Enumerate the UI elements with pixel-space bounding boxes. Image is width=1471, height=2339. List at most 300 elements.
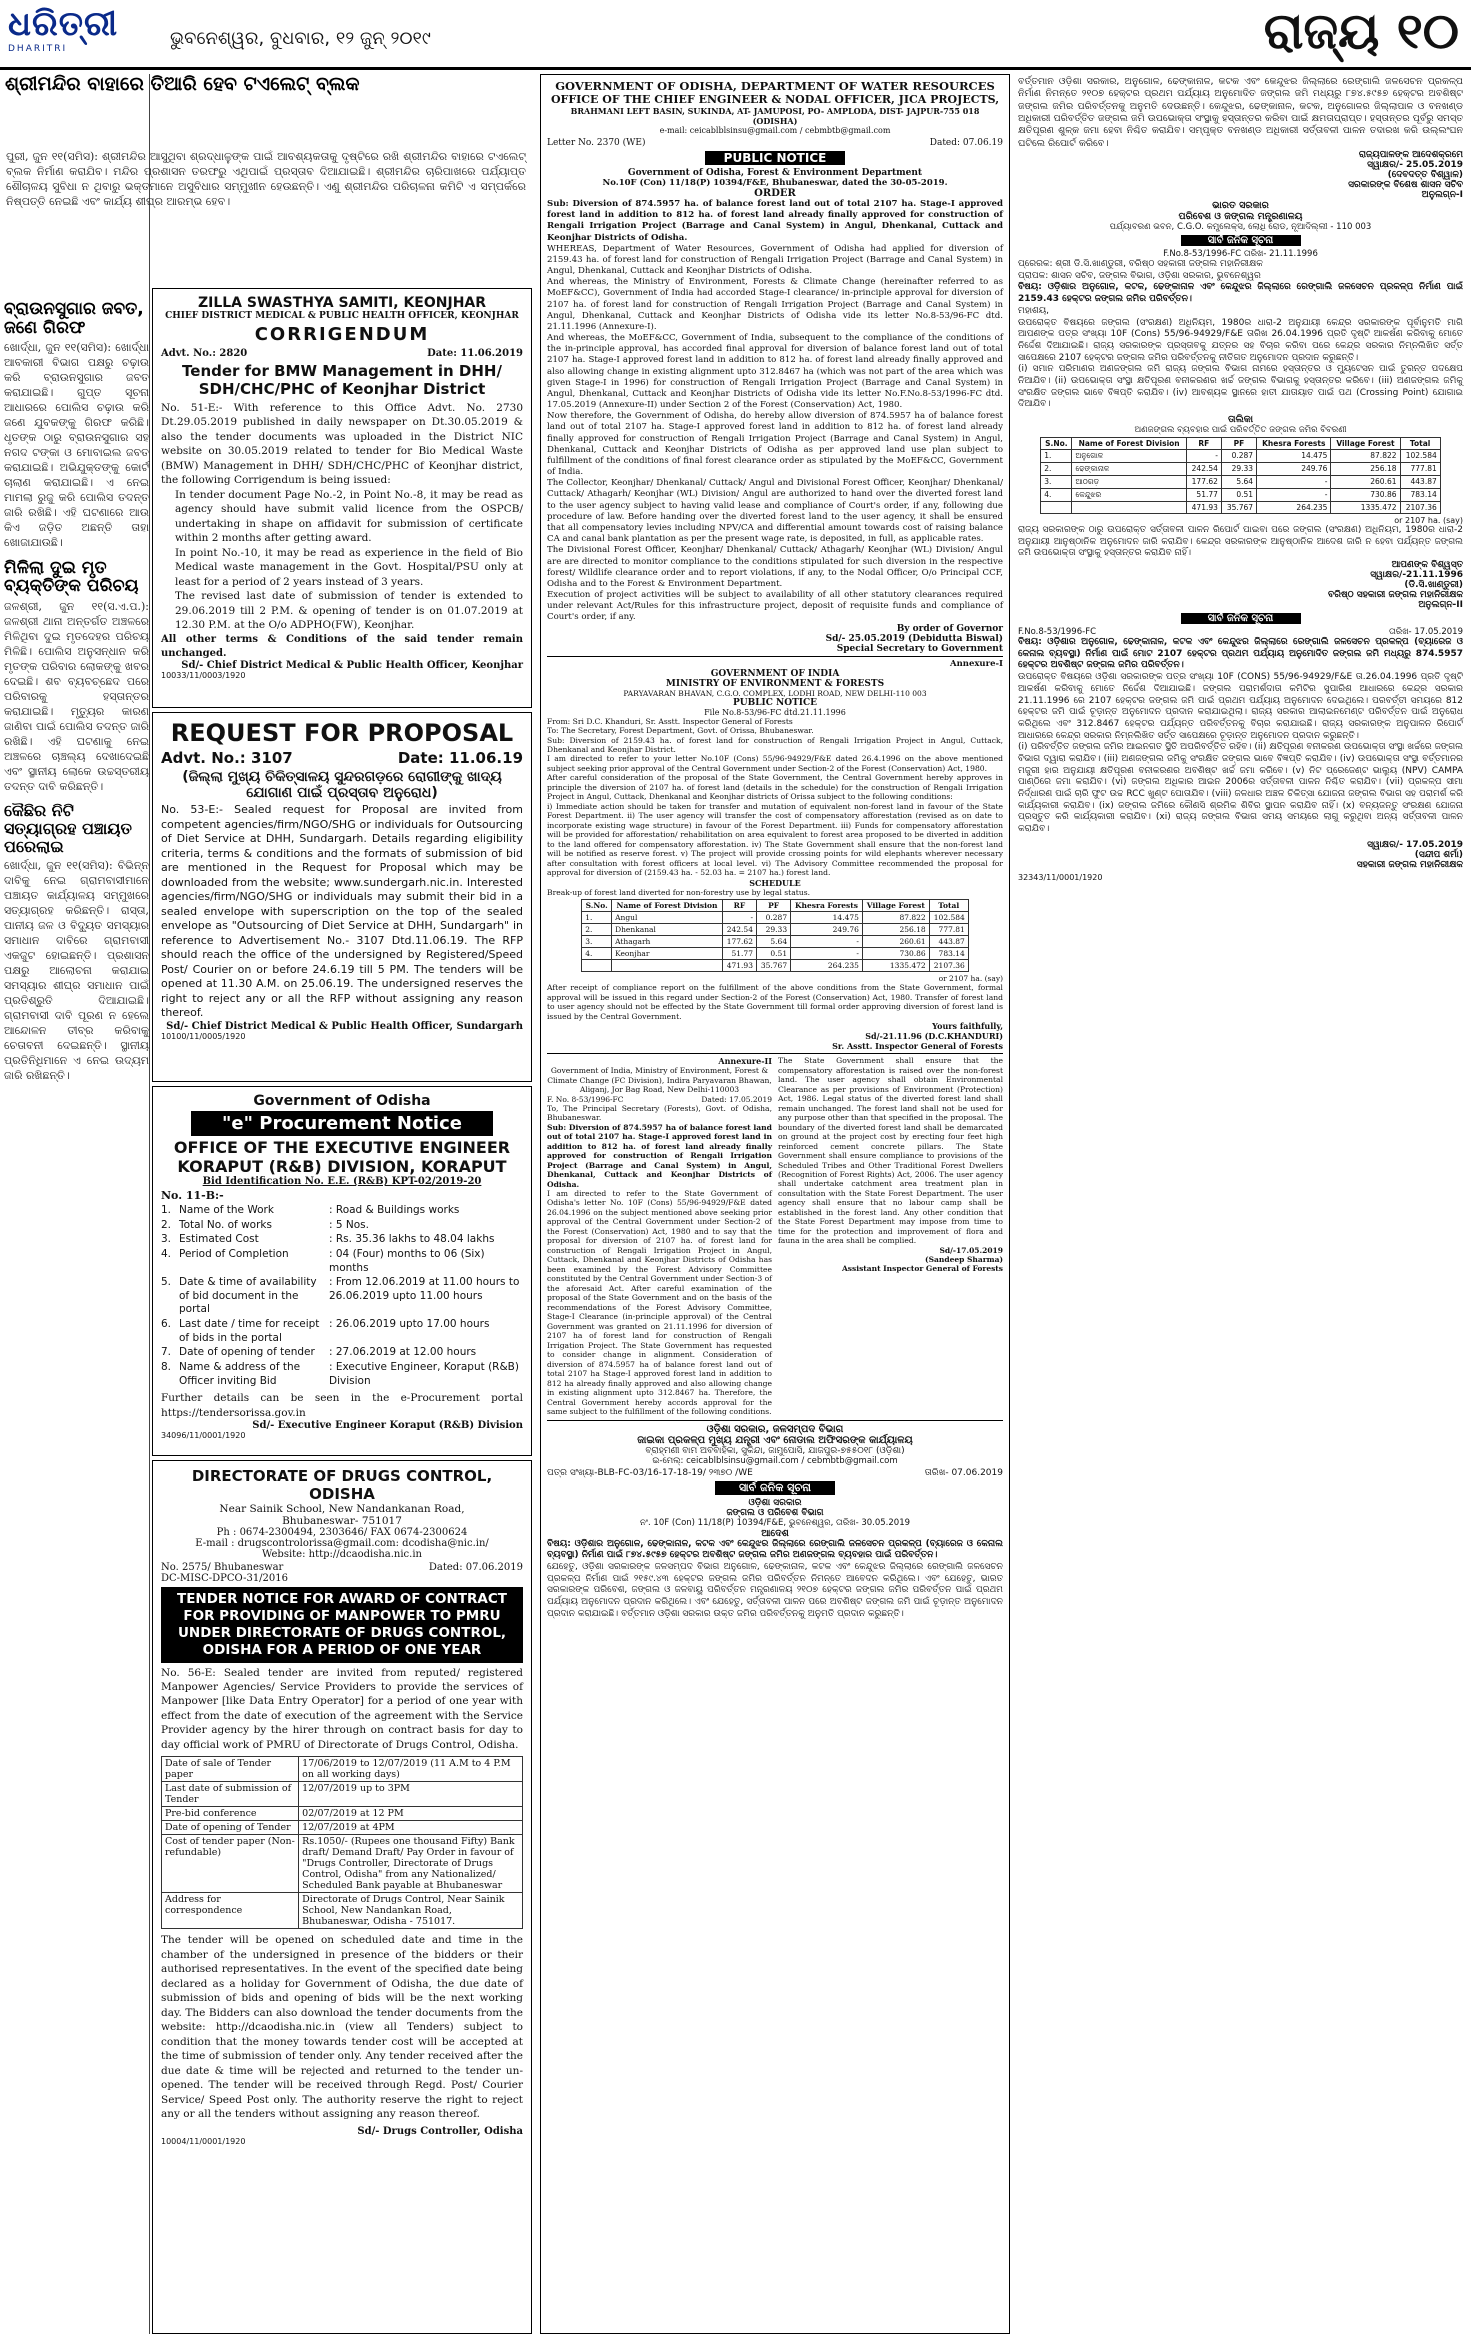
table-row	[162, 1807, 523, 1821]
table-row	[582, 936, 969, 948]
table-row	[162, 1821, 523, 1835]
letter-to: To, The Principal Secretary (Forests), Govt. of Odisha, Bhubaneswar.	[547, 1103, 772, 1123]
schedule-table	[1040, 437, 1441, 514]
rfp-notice	[152, 712, 532, 1082]
table-cell: କେନ୍ଦୁଝର	[1072, 489, 1186, 502]
table-row	[582, 912, 969, 924]
bid-identification: Bid Identification No. E.E. (R&B) KPT-02/2019-20	[202, 1176, 482, 1187]
ministry-heading: ପରିବେଶ ଓ ଜଙ୍ଗଲ ମନ୍ତ୍ରଣାଳୟ	[1178, 211, 1303, 223]
news-column-lower	[4, 300, 149, 2330]
annexure-label: Annexure-II	[718, 1056, 772, 1067]
row-number: 4.	[161, 1247, 172, 1260]
tender-detail-row	[161, 1248, 523, 1275]
table-cell: 0.287	[1221, 450, 1256, 463]
row-number: 2.	[161, 1218, 172, 1231]
office-name: CHIEF DISTRICT MEDICAL & PUBLIC HEALTH OFFICER, KEONJHAR	[165, 311, 519, 321]
tender-detail-row	[161, 1233, 523, 1247]
table-cell: 264.235	[1257, 502, 1331, 514]
signatory-name: (ଡି.ସି.ଖାଣ୍ଡୁରୀ)	[1404, 580, 1463, 591]
table-cell: 2.	[582, 924, 612, 936]
table-row	[582, 948, 969, 960]
water-resources-notice	[540, 74, 1010, 2334]
table-cell: ଆଠଗଡ଼	[1072, 476, 1186, 489]
table-cell: 102.584	[929, 912, 968, 924]
table-cell: 783.14	[929, 948, 968, 960]
row-label: Total No. of works	[179, 1218, 272, 1231]
advt-date: Date: 11.06.2019	[427, 348, 523, 359]
table-cell: 2107.36	[1400, 502, 1440, 514]
story-body: ଜଳଶ୍ରୀ, ଜୁନ ୧୧(ସ.ଏ.ପ.): ଜଳଶ୍ରୀ ଥାନା ଅନ୍ତର୍ଗତ ଅଞ୍ଚଳରେ ମିଳିଥିବା ଦୁଇ ମୃତଦେହର ପରିଚୟ ମିଳିଛି। ପୋଲିସ ଅନୁସନ୍ଧାନ କରି ମୃତଙ୍କ ପରିବାର ଲୋକଙ୍କୁ ଖବର ଦେଇଛି। ଶବ ବ୍ୟବଚ୍ଛେଦ ପରେ ପରିବାରକୁ ହସ୍ତାନ୍ତର କରାଯାଇଛି। ମୃତ୍ୟୁର କାରଣ ଜାଣିବା ପାଇଁ ପୋଲିସ ତଦନ୍ତ ଜାରି ରଖିଛି। ଏହି ଘଟଣାକୁ ନେଇ ଅଞ୍ଚଳରେ ଚାଞ୍ଚଲ୍ୟ ଦେଖାଦେଇଛି ଏବଂ ସ୍ଥାନୀୟ ଲୋକେ ଉଚ୍ଚସ୍ତରୀୟ ତଦନ୍ତ ଦାବି କରିଛନ୍ତି।	[4, 600, 149, 793]
notice-point: The revised last date of submission of tender is extended to 29.06.2019 till 2 P.M. & opening of tender is on 01.07.2019 at 12.30 P.M. at the O/o ADPHO(FW), Keonjhar.	[175, 590, 523, 632]
order-para: The Divisional Forest Officer, Keonjhar/ Dhenkanal/ Cuttack/ Athagarh/ Keonjhar (WL) Division/ Angul are are directed to monitor compliance to the conditions stipulated for such diversion in the respective forest/ Wildlife clearance order and to report violations, if any, to the Nodal Officer, O/o Principal CCF, Odisha and to the Forest & Environment Department.	[547, 545, 1003, 589]
signatory-title: Special Secretary to Government	[836, 643, 1003, 654]
table-cell: 260.61	[1331, 476, 1400, 489]
table-cell: 35.767	[756, 960, 790, 972]
table-cell: 260.61	[862, 936, 929, 948]
table-cell: 443.87	[929, 936, 968, 948]
row-number: 1.	[161, 1204, 172, 1216]
table-cell: 242.54	[1186, 463, 1221, 476]
letter-para: After careful consideration of the proposal of the State Government, the Central Government hereby approves in principle the diversion of 2107 ha. of forest land (details in the schedule) for the construction of Rengali Irrigation Project in Angul, Cuttack, Dhenkanal and Keonjhar districts of Orissa subject to the following conditions:	[547, 773, 1003, 802]
notice-footer: The tender will be opened on scheduled date and time in the chamber of the undersigned in presence of the bidders or their authorised representatives. In the event of the specified date being declared as a holiday for Government of Odisha, the due date of submission of bids and opening of bids will be the next working day. The Bidders can also download the tender documents from the website: http://dcaodisha.nic.in (view all Tenders) subject to condition that the money towards tender cost will be accepted at the time of submission of tender only. Any tender received after the due date & time will be rejected and returned to the tender un-opened. The tender will be received through Regd. Post/ Courier Service/ Speed Post only. The authority reserve the right to reject any or all the tenders without assigning any reason thereof.	[161, 1934, 523, 2121]
table-cell: 249.76	[791, 924, 863, 936]
file-number: F.No.8-53/1996-FC ତାରିଖ- 21.11.1996	[1163, 249, 1318, 260]
odia-notice-title: ସାର୍ବ ଜନିକ ସୂଚନା	[1181, 613, 1301, 624]
odia-office-heading: ଜାଇକା ପ୍ରକଳ୍ପ ମୁଖ୍ୟ ଯନ୍ତ୍ରୀ ଏବଂ ନୋଡାଲ ଅଫିସରଙ୍କ କାର୍ଯ୍ୟାଳୟ	[637, 1434, 913, 1446]
row-value: : Rs. 35.36 lakhs to 48.04 lakhs	[329, 1233, 495, 1246]
table-cell: 1.	[1041, 450, 1072, 463]
row-number: 7.	[161, 1346, 172, 1359]
notice-title: CORRIGENDUM	[254, 324, 430, 345]
phone-line: Ph : 0674-2300494, 2303646/ FAX 0674-2300624	[216, 1527, 468, 1538]
table-cell: 5.64	[1221, 476, 1256, 489]
order-para: And whereas, the Ministry of Environment, Forests & Climate Change (hereinafter referred to as MoEF&CC), Government of India had accorded Stage-I clearance/ in-principle approval for diversion of 2107 ha. of forest land for construction of Rengali Irrigation Project (Barrage and Canal System) in Angul, Dhenkanal, Cuttack and Keonjhar Districts of Odisha vide its letter No.8-53/96-FC dtd. 21.11.1996 (Annexure-I).	[547, 277, 1003, 332]
schedule-caption: ଅଣଜଙ୍ଗଲ ବ୍ୟବହାର ପାଇଁ ପରିବର୍ତ୍ତିତ ଜଙ୍ଗଲ ଜମିର ବିବରଣୀ	[1134, 425, 1347, 435]
table-cell	[612, 960, 723, 972]
release-code: 10100/11/0005/1920	[161, 1031, 246, 1041]
table-cell-value: 17/06/2019 to 12/07/2019 (11 A.M to 4 P.M on all working days)	[299, 1757, 523, 1782]
table-cell: -	[1257, 489, 1331, 502]
table-cell: 35.767	[1221, 502, 1256, 514]
release-code: 10004/11/0001/1920	[161, 2136, 246, 2146]
order-para: Now therefore, the Government of Odisha, do hereby allow diversion of 874.5957 ha of balance forest land out of total 2107 ha. Stage-I approved forest land in addition to 812 ha. of forest land already finally approved for construction of Rengali Irrigation Project (Barrage and Canal System) in Angul, Dhenkanal, Cuttack and Keonjhar Districts of Odisha as per approved land use plan subject to fulfillment of the conditions of final forest clearance order as stipulated by the MoEF&CC, Government of India.	[547, 411, 1003, 478]
letter-para: I am directed to refer to the State Government of Odisha's letter No. 10F (Cons) 55/96-94929/F&E dated 26.04.1996 on the subject mentioned above seeking prior approval of the Central Government under Section-2 of the Forest (Conservation) Act, 1980 and to say that the proposal for diversion of 2107 ha. of forest land for construction of Rengali Irrigation Project in Angul, Cuttack, Dhenkanal and Keonjhar Districts of Odisha has been examined by the Forest Advisory Committee constituted by the Central Government under Section-3 of the aforesaid Act. After careful examination of the proposal of the State Government and on the basis of the recommendations of the Forest Advisory Committee, Stage-I Clearance (in-principle approval) of the Central Government was granted on 21.11.1996 for diversion of 2107 ha of forest land for construction of Rengali Irrigation Project. The State Government has requested to consider change in alignment. Consideration of diversion of 874.5957 ha of balance forest land out of total 2107 ha Stage-I approved forest land in addition to 812 ha already finally approved and also allowing change in existing alignment upto 312.8467 ha. Therefore, the Central Government hereby accords approval for the same subject to the fulfillment of the following conditions.	[547, 1189, 772, 1417]
table-row	[162, 1757, 523, 1782]
table-cell-label: Cost of tender paper (Non-refundable)	[162, 1835, 299, 1893]
org-name: ZILLA SWASTHYA SAMITI, KEONJHAR	[197, 295, 487, 311]
schedule-note: or 2107 ha. (say)	[938, 974, 1003, 984]
table-cell: 3.	[1041, 476, 1072, 489]
table-cell: 14.475	[791, 912, 863, 924]
notice-title: REQUEST FOR PROPOSAL	[170, 719, 514, 747]
tender-subject: Tender for BMW Management in DHH/ SDH/CHC/PHC of Keonjhar District	[182, 362, 502, 398]
table-cell: 0.51	[1221, 489, 1256, 502]
release-code: 34096/11/0001/1920	[161, 1431, 246, 1441]
table-header-cell: Total	[929, 900, 968, 912]
table-row	[582, 924, 969, 936]
row-value: : Road & Buildings works	[329, 1204, 460, 1216]
office-heading: OFFICE OF THE CHIEF ENGINEER & NODAL OFFICER, JICA PROJECTS,	[550, 93, 1000, 106]
story-body: ଖୋର୍ଦ୍ଧା, ଜୁନ ୧୧(ସମିସ): ବିଭିନ୍ନ ଦାବିକୁ ନେଇ ଗ୍ରାମବାସୀମାନେ ପଞ୍ଚାୟତ କାର୍ଯ୍ୟାଳୟ ସମ୍ମୁଖରେ ସତ୍ୟାଗ୍ରହ କରିଛନ୍ତି। ରାସ୍ତା, ପାନୀୟ ଜଳ ଓ ବିଦ୍ୟୁତ ସମସ୍ୟାର ସମାଧାନ ଦାବିରେ ଗ୍ରାମବାସୀ ଏକଜୁଟ ହୋଇଛନ୍ତି। ପ୍ରଶାସନ ପକ୍ଷରୁ ଆଲୋଚନା କରାଯାଇ ସମସ୍ୟାର ଶୀଘ୍ର ସମାଧାନ ପାଇଁ ପ୍ରତିଶ୍ରୁତି ଦିଆଯାଇଛି। ଗ୍ରାମବାସୀ ଦାବି ପୂରଣ ନ ହେଲେ ଆନ୍ଦୋଳନ ତୀବ୍ର କରିବାକୁ ଚେତାବନୀ ଦେଇଛନ୍ତି। ସ୍ଥାନୀୟ ପ୍ରତିନିଧିମାନେ ଏ ନେଇ ଉଦ୍ୟମ ଜାରି ରଖିଛନ୍ତି।	[4, 859, 149, 1082]
tender-detail-row	[161, 1318, 523, 1345]
advt-number: Advt. No.: 3107	[161, 749, 293, 767]
letter-conditions: (i) ସମାନ ପରିମାଣର ଅଣଜଙ୍ଗଲ ଜମି ରାଜ୍ୟ ଜଙ୍ଗଲ ବିଭାଗ ନାମରେ ହସ୍ତାନ୍ତର ଓ ମ୍ୟୁଟେସନ ପାଇଁ ତୁରନ୍ତ ପଦକ୍ଷେପ ନିଆଯିବ। (ii) ଉପଭୋକ୍ତା ସଂସ୍ଥା କ୍ଷତିପୂରଣ ବନୀକରଣର ଖର୍ଚ୍ଚ ଜଙ୍ଗଲ ବିଭାଗକୁ ହସ୍ତାନ୍ତର କରିବେ। (iii) ଅଣଜଙ୍ଗଲ ଜମିକୁ ସଂରକ୍ଷିତ ଜଙ୍ଗଲ ଭାବେ ବିଜ୍ଞପ୍ତି କରାଯିବ। (iv) ଆବଶ୍ୟକ ସ୍ଥାନରେ ହାତୀ ଯାତାୟାତ ପାଇଁ ପଥ (Crossing Point) ଯୋଗାଇ ଦିଆଯିବ।	[1018, 364, 1463, 410]
table-cell: 471.93	[1186, 502, 1221, 514]
dept-heading: GOVERNMENT OF ODISHA, DEPARTMENT OF WATER RESOURCES	[555, 79, 995, 93]
email-line: E-mail : drugscontrolorissa@gmail.com: dcodisha@nic.in/	[195, 1538, 489, 1549]
table-cell: 5.64	[756, 936, 790, 948]
table-row	[162, 1782, 523, 1807]
table-cell: ଢେଙ୍କାନାଳ	[1072, 463, 1186, 476]
dept-line: Government of Odisha, Forest & Environment Department	[627, 168, 923, 178]
salutation: ମହାଶୟ,	[1018, 305, 1050, 316]
letter-conditions: i) Immediate action should be taken for transfer and mutation of equivalent non-forest land in favour of the State Forest Department. ii) The user agency will transfer the cost of compensatory afforestation (revised as on date to incorporate existing wage structure) in favour of the Forest Department. iii) Funds for compensatory afforestation will be provided for afforestation/ rehabilitation on area equivalent to forest area proposed to be diverted in addition to the land offered for compensatory afforestation. iv) The State Government shall ensure that the non-forest land will be notified as reserve forest. v) The project will provide crossing points for wild elephants wherever necessary after consultation with forest officers at local level. vi) The Advisory Committee recommended the proposal for approval for diversion of (2159.43 ha. - 52.03 ha. = 2107 ha.) forest land.	[547, 801, 1003, 878]
table-cell: 51.77	[722, 948, 756, 960]
letter-conditions: (i) ପରିବର୍ତ୍ତିତ ଜଙ୍ଗଲ ଜମିର ଆଇନଗତ ସ୍ଥିତି ଅପରିବର୍ତ୍ତିତ ରହିବ। (ii) କ୍ଷତିପୂରଣ ବନୀକରଣ ଉପଭୋକ୍ତା ସଂସ୍ଥା ଖର୍ଚ୍ଚରେ ଜଙ୍ଗଲ ବିଭାଗ ଦ୍ୱାରା କରାଯିବ। (iii) ଅଣଜଙ୍ଗଲ ଜମିକୁ ସଂରକ୍ଷିତ ଜଙ୍ଗଲ ଭାବେ ବିଜ୍ଞପ୍ତି କରାଯିବ। (iv) ଉପଭୋକ୍ତା ସଂସ୍ଥା ବର୍ତ୍ତମାନର ମଜୁରୀ ହାର ଅନୁଯାୟୀ କ୍ଷତିପୂରଣ ବନୀକରଣର ଅବଶିଷ୍ଟ ଖର୍ଚ୍ଚ ଜମା କରିବେ। (v) ନିଟ ପ୍ରେଜେଣ୍ଟ ଭାଲ୍ୟୁ (NPV) CAMPA ପାଣ୍ଠିରେ ଜମା କରାଯିବ। (vi) ଜଙ୍ଗଲ ଅଧିକାର ଆଇନ 2006ର ସର୍ତ୍ତାବଳୀ ପାଳନ ନିଶ୍ଚିତ କରାଯିବ। (vii) ପ୍ରକଳ୍ପ ସୀମା ନିର୍ଦ୍ଧାରଣ ପାଇଁ ଚାରି ଫୁଟ ଉଚ୍ଚ RCC ଖୁଣ୍ଟ ପୋତାଯିବ। (viii) ଜଳଧାର ଅଞ୍ଚଳ ଚିକିତ୍ସା ଯୋଜନା ଜଙ୍ଗଲ ବିଭାଗ ସହ ପରାମର୍ଶ କରି କାର୍ଯ୍ୟକାରୀ କରାଯିବ। (ix) ଜଙ୍ଗଲ ଜମିରେ କୌଣସି ଶ୍ରମିକ ଶିବିର ସ୍ଥାପନ କରାଯିବ ନାହିଁ। (x) ବନ୍ୟଜନ୍ତୁ ସଂରକ୍ଷଣ ଯୋଜନା ପ୍ରସ୍ତୁତ କରି କାର୍ଯ୍ୟକାରୀ କରାଯିବ। (xi) ରାଜ୍ୟ ଜଙ୍ଗଲ ବିଭାଗ ସମୟ ସମୟରେ ଲାଗୁ କରୁଥିବା ଅନ୍ୟ ସର୍ତ୍ତାବଳୀ ପାଳନ କରାଯିବ।	[1018, 742, 1463, 835]
table-cell: 177.62	[722, 936, 756, 948]
table-cell: 102.584	[1400, 450, 1440, 463]
odia-office-address: ବ୍ରାହ୍ମଣୀ ବାମ ଅବବାହିକା, ସୁକିନ୍ଦା, ଜାମୁପୋସି, ଯାଜପୁର-୭୫୫୦୧୮ (ଓଡ଼ିଶା)	[645, 1445, 905, 1456]
advt-date: Date: 11.06.19	[397, 749, 523, 767]
letter-date: Dated: 07.06.19	[929, 138, 1003, 148]
table-cell: -	[722, 912, 756, 924]
table-cell-value: 02/07/2019 at 12 PM	[299, 1807, 523, 1821]
govt-name: Government of Odisha	[253, 1093, 431, 1109]
table-cell: Angul	[612, 912, 723, 924]
odia-order-subject: ବିଷୟ: ଓଡ଼ିଶାର ଅନୁଗୋଳ, ଢେଙ୍କାନାଳ, କଟକ ଏବଂ କେନ୍ଦୁଝର ଜିଲ୍ଲାରେ ରେଙ୍ଗାଲି ଜଳସେଚନ ପ୍ରକଳ୍ପ (ବ୍ୟାରେଜ ଓ କେନାଲ ବ୍ୟବସ୍ଥା) ନିର୍ମାଣ ପାଇଁ ୮୭୪.୫୯୫୭ ହେକ୍ଟର ଅବଶିଷ୍ଟ ଜଙ୍ଗଲ ଜମିର ଅଣଜଙ୍ଗଲ ବ୍ୟବହାର ପାଇଁ ପରିବର୍ତ୍ତନ।	[547, 1538, 1003, 1561]
table-cell: -	[1186, 450, 1221, 463]
signatory-title: ସହକାରୀ ଜଙ୍ଗଲ ମହାନିରୀକ୍ଷକ	[1356, 859, 1463, 870]
table-cell: ଅନୁଗୋଳ	[1072, 450, 1186, 463]
row-number: 5.	[161, 1276, 172, 1289]
annexure-label: Annexure-I	[949, 658, 1003, 669]
tender-schedule-table	[161, 1756, 523, 1929]
table-cell: 51.77	[1186, 489, 1221, 502]
release-code: 32343/11/0001/1920	[1018, 872, 1103, 882]
table-header-cell: Total	[1400, 438, 1440, 450]
signatory-name: (Sandeep Sharma)	[925, 1254, 1003, 1264]
table-header-cell: Name of Forest Division	[612, 900, 723, 912]
row-number: 8.	[161, 1361, 172, 1374]
letter-conditions: The State Government shall ensure that the compensatory afforestation is raised over the non-forest land. The user agency shall obtain Environmental Clearance as per provisions of Environment (Protection) Act, 1986. Legal status of the diverted forest land shall remain unchanged. The forest land shall not be used for any purpose other than that specified in the proposal. The boundary of the diverted forest land shall be demarcated on ground at the project cost by erecting four feet high reinforced cement concrete pillars. The State Government shall ensure compliance to provisions of the Scheduled Tribes and Other Traditional Forest Dwellers (Recognition of Forest Rights) Act, 2006. The user agency shall undertake catchment area treatment plan in consultation with the State Forest Department. The user agency shall ensure that no labour camp shall be established in the forest land. Any other condition that the State Forest Department may impose from time to time for the protection and improvement of flora and fauna in the area shall be complied.	[778, 1056, 1003, 1246]
signatory: ସ୍ୱାକ୍ଷର/- 25.05.2019	[1367, 160, 1463, 171]
website-line: Website: http://dcaodisha.nic.in	[262, 1549, 422, 1560]
signatory: Sd/-21.11.96 (D.C.KHANDURI)	[865, 1031, 1003, 1042]
table-header-cell: Khesra Forests	[1257, 438, 1331, 450]
public-notice-label: PUBLIC NOTICE	[732, 697, 818, 708]
letter-para: I am directed to refer to your letter No.10F (Cons) 55/96-94929/F&E dated 26.4.1996 on the above mentioned subject seeking prior approval of the Central Government under Section-2 of the Forest (Conservation) Act, 1980.	[547, 754, 1003, 773]
release-code: 10033/11/0003/1920	[161, 671, 246, 681]
ministry-address: ପର୍ଯ୍ୟାବରଣ ଭବନ, C.G.O. କମ୍ପ୍ଲେକ୍ସ, ଲୋଧି ରୋଡ, ନୂଆଦିଲ୍ଲୀ - 110 003	[1109, 222, 1372, 233]
table-row	[1041, 502, 1441, 514]
row-label: Last date / time for receipt of bids in the portal	[179, 1318, 320, 1344]
row-number: 3.	[161, 1233, 172, 1246]
notice-footer: All other terms & Conditions of the said tender remain unchanged.	[161, 633, 523, 659]
row-label: Name & address of the Officer inviting Bid	[179, 1361, 301, 1387]
row-number: 6.	[161, 1318, 172, 1331]
address-line: Near Sainik School, New Nandankanan Road,	[219, 1503, 465, 1515]
table-cell-value: 12/07/2019 at 4PM	[299, 1821, 523, 1835]
order-heading: ORDER	[754, 188, 796, 199]
table-cell	[1041, 502, 1072, 514]
row-value: : 26.06.2019 upto 17.00 hours	[329, 1318, 490, 1331]
file-date: ତାରିଖ- 17.05.2019	[1389, 627, 1463, 638]
tender-detail-row	[161, 1219, 523, 1233]
schedule-heading: ତାଲିକା	[1227, 414, 1253, 425]
tender-details	[161, 1204, 523, 1388]
address-line: Bhubaneswar- 751017	[282, 1515, 402, 1527]
letter-para: ଉପରୋକ୍ତ ବିଷୟରେ ଜଙ୍ଗଲ (ସଂରକ୍ଷଣ) ଅଧିନିୟମ, 1980ର ଧାରା-2 ଅନୁଯାୟୀ କେନ୍ଦ୍ର ସରକାରଙ୍କ ପୂର୍ବାନୁମତି ମାଗି ଆପଣଙ୍କ ପତ୍ର ସଂଖ୍ୟା 10F (Cons) 55/96-94929/F&E ତାରିଖ 26.04.1996 ପ୍ରତି ଦୃଷ୍ଟି ଆକର୍ଷଣ କରିବାକୁ ମୋତେ ନିର୍ଦ୍ଦେଶ ଦିଆଯାଇଛି। ରାଜ୍ୟ ସରକାରଙ୍କ ପ୍ରସ୍ତାବକୁ ଯତ୍ନର ସହ ବିଚାର କରିବା ପରେ କେନ୍ଦ୍ର ସରକାର ନିମ୍ନଲିଖିତ ସର୍ତ୍ତ ସାପେକ୍ଷରେ 2107 ହେକ୍ଟର ଜଙ୍ଗଲ ଜମିର ପରିବର୍ତ୍ତନକୁ ନୀତିଗତ ଅନୁମୋଦନ ପ୍ରଦାନ କରୁଛନ୍ତି।	[1018, 317, 1463, 363]
section-page-number: ରାଜ୍ୟ ୧୦	[1263, 2, 1459, 60]
table-cell-value: Rs.1050/- (Rupees one thousand Fifty) Bank draft/ Demand Draft/ Pay Order in favour of "Drugs Controller, Directorate of Drugs Control, Odisha" from any Nationalized/ Scheduled Bank payable at Bhubaneswar	[299, 1835, 523, 1893]
table-cell: Athagarh	[612, 936, 723, 948]
signatory: ସ୍ୱାକ୍ଷର/- 17.05.2019	[1367, 839, 1463, 850]
table-cell-label: Last date of submission of Tender	[162, 1782, 299, 1807]
table-header-cell: Khesra Forests	[791, 900, 863, 912]
table-cell: 3.	[582, 936, 612, 948]
schedule-caption: Break-up of forest land diverted for non-forestry use by legal status.	[547, 887, 811, 897]
letter-subject: Sub: Diversion of 874.5957 ha of balance forest land out of total 2107 ha. Stage-I approved forest land in addition to 812 ha. of forest land already finally approved for construction of Rengali Irrigation Project (Barrage and Canal System) in Angul, Dhenkanal, Cuttack and Keonjhar Districts of Odisha.	[547, 1122, 772, 1189]
signatory-title: ବରିଷ୍ଠ ସହକାରୀ ଜଙ୍ଗଲ ମହାନିରୀକ୍ଷକ	[1328, 590, 1463, 601]
file-date: Dated: 17.05.2019	[701, 1094, 772, 1104]
table-header-cell: Village Forest	[1331, 438, 1400, 450]
table-header-cell: PF	[756, 900, 790, 912]
table-cell: Keonjhar	[612, 948, 723, 960]
signatory: Sd/- 25.05.2019 (Debidutta Biswal)	[825, 633, 1003, 644]
story-headline: କୈଛିର ନିଟି ସତ୍ୟାଗ୍ରହ ପଞ୍ଚାୟତ ପରେଲାଇ	[4, 801, 132, 856]
table-cell-value: 12/07/2019 up to 3PM	[299, 1782, 523, 1807]
odia-govt: ଓଡ଼ିଶା ସରକାର	[748, 1497, 802, 1508]
goi-heading: GOVERNMENT OF INDIA	[710, 668, 840, 679]
table-row	[162, 1835, 523, 1893]
odia-office-heading: ଓଡ଼ିଶା ସରକାର, ଜଳସମ୍ପଦ ବିଭାଗ	[706, 1423, 844, 1435]
letter-para: After receipt of compliance report on the fulfillment of the above conditions from the State Government, formal approval will be issued in this regard under Section-2 of the Forest (Conservation) Act, 1980. Transfer of forest land to user agency should not be effected by the State Government till formal order approving diversion of forest land is issued by the Central Government.	[547, 983, 1003, 1021]
office-name: OFFICE OF THE EXECUTIVE ENGINEER KORAPUT (R&B) DIVISION, KORAPUT	[173, 1138, 511, 1176]
signatory-name: (ସନ୍ଦୀପ ଶର୍ମା)	[1414, 849, 1463, 860]
table-header-cell: S.No.	[1041, 438, 1072, 450]
table-cell: -	[791, 936, 863, 948]
table-cell: 0.287	[756, 912, 790, 924]
table-header-cell: RF	[1186, 438, 1221, 450]
story-headline: ଶ୍ରୀମନ୍ଦିର ବାହାରେ ତିଆରି ହେବ ଟଏଲେଟ୍ ବ୍ଲକ	[5, 73, 360, 95]
odia-notice-title: ସାର୍ବ ଜନିକ ସୂଚନା	[1181, 235, 1301, 246]
order-para: The Collector, Keonjhar/ Dhenkanal/ Cuttack/ Angul and Divisional Forest Officer, Keonjhar/ Dhenkanal/ Cuttack/ Athagarh/ Keonjhar (WL) Division/ Angul are authorized to hand over the diverted forest land to the user agency subject to having valid lease and compliance of Court's order, if any, following due procedure of law. Before handing over the diverted forest land to the user agency, it shall be ensured that all compensatory levies including NPV/CA and differential amount towards cost of raising balance CA and canal bank plantation as per the present wage rate, is deposited, in full, as applicable rates.	[547, 478, 1003, 545]
letter-place: / Bhubaneswar	[207, 1562, 284, 1573]
row-label: Period of Completion	[179, 1247, 289, 1260]
closing: Yours faithfully,	[932, 1021, 1003, 1032]
signatory-name: (ଦେବଦତ୍ତ ବିଶ୍ୱାଳ)	[1387, 170, 1463, 181]
table-cell: 730.86	[862, 948, 929, 960]
order-para: Execution of project activities will be subject to availability of all other statutory clearances required under relevant Act/Rules for this infrastructure project, deposit of requisite funds and compliance of Court's order, if any.	[547, 590, 1003, 623]
letter-to: To: The Secretary, Forest Department, Govt. of Orissa, Bhubaneswar.	[547, 726, 814, 736]
table-cell: 0.51	[756, 948, 790, 960]
table-row	[1041, 463, 1441, 476]
table-cell: 87.822	[1331, 450, 1400, 463]
table-header-cell: Name of Forest Division	[1072, 438, 1186, 450]
table-cell: Dhenkanal	[612, 924, 723, 936]
advt-number: Advt. No.: 2820	[161, 348, 248, 359]
table-cell: 1335.472	[862, 960, 929, 972]
by-governor: ରାଜ୍ୟପାଳଙ୍କ ଆଦେଶକ୍ରମେ	[1358, 150, 1463, 161]
notice-title: TENDER NOTICE FOR AWARD OF CONTRACT FOR PROVIDING OF MANPOWER TO PMRU UNDER DIRECTORATE OF DRUGS CONTROL, ODISHA FOR A PERIOD OF ONE YEAR	[161, 1587, 523, 1663]
table-cell-label: Date of sale of Tender paper	[162, 1757, 299, 1782]
notice-point: In tender document Page No.-2, in Point No.-8, it may be read as agency should have submit valid licence from the OSPCB/ undertaking in shape on affidavit for submission of certificate within 2 months after getting award.	[175, 488, 523, 545]
row-value: : From 12.06.2019 at 11.00 hours to 26.06.2019 upto 11.00 hours	[329, 1276, 520, 1302]
odia-notice-title: ସାର୍ବ ଜନିକ ସୂଚନା	[715, 1481, 835, 1495]
table-cell: 777.81	[929, 924, 968, 936]
order-para: WHEREAS, Department of Water Resources, Government of Odisha had applied for diversion of 2159.43 ha. of forest land for construction of Rengali Irrigation Project (Barrage and Canal System) in Angul, Dhenkanal, Cuttack and Keonjhar Districts of Odisha.	[547, 243, 1003, 277]
notice-number: No. 11-B:-	[161, 1189, 224, 1202]
dateline: ଭୁବନେଶ୍ୱର, ବୁଧବାର, ୧୨ ଜୁନ୍ ୨୦୧୯	[170, 28, 431, 49]
table-cell: 87.822	[862, 912, 929, 924]
table-cell: 777.81	[1400, 463, 1440, 476]
ministry-heading: MINISTRY OF ENVIRONMENT & FORESTS	[665, 678, 885, 689]
signatory: Sd/- Drugs Controller, Odisha	[357, 2125, 523, 2137]
table-cell: 29.33	[756, 924, 790, 936]
row-value: : 04 (Four) months to 06 (Six) months	[329, 1247, 485, 1274]
drugs-control-notice	[152, 1460, 532, 2334]
signatory: Sd/- Chief District Medical & Public Health Officer, Keonjhar	[181, 660, 523, 672]
table-cell: 2.	[1041, 463, 1072, 476]
odia-order-body: ଯେହେତୁ, ଓଡ଼ିଶା ସରକାରଙ୍କ ଜଳସମ୍ପଦ ବିଭାଗ ଅନୁଗୋଳ, ଢେଙ୍କାନାଳ, କଟକ ଏବଂ କେନ୍ଦୁଝର ଜିଲ୍ଲାରେ ରେଙ୍ଗାଲି ଜଳସେଚନ ପ୍ରକଳ୍ପ ନିର୍ମାଣ ପାଇଁ ୨୧୫୯.୪୩ ହେକ୍ଟର ଜଙ୍ଗଲ ଜମିର ପରିବର୍ତ୍ତନ ନିମନ୍ତେ ଆବେଦନ କରିଥିଲେ। ଏବଂ ଯେହେତୁ, ଭାରତ ସରକାରଙ୍କ ପରିବେଶ, ଜଙ୍ଗଲ ଓ ଜଳବାୟୁ ପରିବର୍ତ୍ତନ ମନ୍ତ୍ରଣାଳୟ ୨୧୦୭ ହେକ୍ଟର ଜଙ୍ଗଲ ଜମିର ପରିବର୍ତ୍ତନ ପାଇଁ ପ୍ରଥମ ପର୍ଯ୍ୟାୟ ଅନୁମୋଦନ ପ୍ରଦାନ କରିଥିଲେ। ଏବଂ ଯେହେତୁ, ସର୍ତ୍ତାବଳୀ ପାଳନ ପରେ ଅବଶିଷ୍ଟ ଜଙ୍ଗଲ ଜମି ପାଇଁ ଚୂଡ଼ାନ୍ତ ଅନୁମୋଦନ ପ୍ରଦାନ କରାଯାଇଛି। ବର୍ତ୍ତମାନ ଓଡ଼ିଶା ସରକାର ଉକ୍ତ ଜମିର ପରିବର୍ତ୍ତନକୁ ଅନୁମତି ପ୍ରଦାନ କରୁଛନ୍ତି।	[547, 1562, 1003, 1619]
newspaper-logo	[8, 4, 158, 64]
table-cell-label: Date of opening of Tender	[162, 1821, 299, 1835]
schedule-table	[581, 899, 969, 972]
notice-body: No. 56-E: Sealed tender are invited from reputed/ registered Manpower Agencies/ Service Providers to provide the services of Manpower [like Data Entry Operator] for a period of one year with effect from the date of execution of the agreement with the Service Provider agency by the hirer through on contract basis for day to day official work of PMRU of Directorate of Drugs Control, Odisha.	[161, 1666, 523, 1751]
annexure-label: ଅନୁଲଗ୍ନ-I	[1421, 190, 1463, 201]
goi-heading: ଭାରତ ସରକାର	[1212, 200, 1269, 212]
table-cell-value: Directorate of Drugs Control, Near Sainik School, New Nandankan Road, Bhubaneswar, Odisha - 751017.	[299, 1893, 523, 1929]
tender-detail-row	[161, 1346, 523, 1360]
letter-subject: ବିଷୟ: ଓଡ଼ିଶାର ଅନୁଗୋଳ, କଟକ, ଢେଙ୍କାନାଳ ଏବଂ କେନ୍ଦୁଝର ଜିଲ୍ଲାରେ ରେଙ୍ଗାଲି ଜଳସେଚନ ପ୍ରକଳ୍ପ ନିର୍ମାଣ ପାଇଁ 2159.43 ହେକ୍ଟର ଜଙ୍ଗଲ ଜମିର ପରିବର୍ତ୍ତନ।	[1018, 282, 1463, 305]
ministry-heading: Government of India, Ministry of Environment, Forest & Climate Change (FC Division), Indira Paryavaran Bhawan, Aliganj, Jor Bag Road, New Delhi-110003	[547, 1066, 772, 1095]
letter-number: Letter No. 2370 (WE)	[547, 138, 646, 148]
table-cell: 14.475	[1257, 450, 1331, 463]
signatory: Sd/-17.05.2019	[939, 1245, 1003, 1255]
table-cell: 242.54	[722, 924, 756, 936]
row-value: : Executive Engineer, Koraput (R&B) Division	[329, 1361, 519, 1387]
table-header-cell: Village Forest	[862, 900, 929, 912]
table-cell: 1335.472	[1331, 502, 1400, 514]
signatory: Sd/- Chief District Medical & Public Health Officer, Sundargarh	[166, 1020, 523, 1032]
table-cell: 443.87	[1400, 476, 1440, 489]
reference-number: DC-MISC-DPCO-31/2016	[161, 1573, 289, 1584]
letter-date: Dated: 07.06.2019	[428, 1562, 523, 1573]
story-body: ପୁରୀ, ଜୁନ ୧୧(ସମିସ): ଶ୍ରୀମନ୍ଦିର ଆସୁଥିବା ଶ୍ରଦ୍ଧାଳୁଙ୍କ ପାଇଁ ଆବଶ୍ୟକତାକୁ ଦୃଷ୍ଟିରେ ରଖି ଶ୍ରୀମନ୍ଦିର ବାହାରେ ଟଏଲେଟ୍ ବ୍ଲକ ନିର୍ମାଣ କରାଯିବ। ମନ୍ଦିର ପ୍ରଶାସନ ତରଫରୁ ଏଥିପାଇଁ ପ୍ରସ୍ତାବ ଦିଆଯାଇଛି। ଶ୍ରୀମନ୍ଦିର ଚାରିପାଖରେ ପର୍ଯ୍ୟାପ୍ତ ଶୌଚାଳୟ ସୁବିଧା ନ ଥିବାରୁ ଭକ୍ତମାନେ ଅସୁବିଧାର ସମ୍ମୁଖୀନ ହେଉଛନ୍ତି। ଏଣୁ ଶ୍ରୀମନ୍ଦିର ପରିଚାଳନା କମିଟି ଏ ସମ୍ପର୍କରେ ନିଷ୍ପତ୍ତି ନେଇଛି ଏବଂ କାର୍ଯ୍ୟ ଶୀଘ୍ର ଆରମ୍ଭ ହେବ।	[6, 150, 526, 208]
notice-point: In point No.-10, it may be read as experience in the field of Bio Medical waste management in the Govt. Hospital/PSU only at least for a period of 2 years instead of 3 years.	[175, 546, 523, 588]
story-body: ଖୋର୍ଦ୍ଧା, ଜୁନ ୧୧(ସମିସ): ଖୋର୍ଦ୍ଧା ଆବକାରୀ ବିଭାଗ ପକ୍ଷରୁ ଚଢ଼ାଉ କରି ବ୍ରାଉନସୁଗାର ଜବତ କରାଯାଇଛି। ଗୁପ୍ତ ସୂଚନା ଆଧାରରେ ପୋଲିସ ଚଢ଼ାଉ କରି ଜଣେ ଯୁବକଙ୍କୁ ଗିରଫ କରିଛି। ଧୃତଙ୍କ ଠାରୁ ବ୍ରାଉନସୁଗାର ସହ ନଗଦ ଟଙ୍କା ଓ ମୋବାଇଲ ଜବତ କରାଯାଇଛି। ଅଭିଯୁକ୍ତଙ୍କୁ କୋର୍ଟ ଚାଲାଣ କରାଯାଇଛି। ଏ ନେଇ ମାମଲା ରୁଜୁ କରି ପୋଲିସ ତଦନ୍ତ ଜାରି ରଖିଛି। ଏହି ଘଟଣାରେ ଆଉ କିଏ ଜଡ଼ିତ ଅଛନ୍ତି ତାହା ଖୋଜାଯାଉଛି।	[4, 341, 149, 549]
odia-order-heading: ଆଦେଶ	[761, 1527, 789, 1539]
table-cell: 264.235	[791, 960, 863, 972]
table-header-cell: RF	[722, 900, 756, 912]
table-cell: 256.18	[1331, 463, 1400, 476]
table-cell: 1.	[582, 912, 612, 924]
signatory: ସ୍ୱାକ୍ଷର/-21.11.1996	[1370, 570, 1463, 581]
signatory-title: ସରକାରଙ୍କ ବିଶେଷ ଶାସନ ସଚିବ	[1348, 180, 1463, 191]
table-cell: 249.76	[1257, 463, 1331, 476]
table-cell: 730.86	[1331, 489, 1400, 502]
table-cell: -	[1257, 476, 1331, 489]
closing: ଆପଣଙ୍କ ବିଶ୍ୱସ୍ତ	[1391, 560, 1463, 571]
odia-letter-number: ପତ୍ର ସଂଖ୍ୟା-BLB-FC-03/16-17-18-19/ ୨୩୭୦ /WE	[547, 1467, 753, 1478]
masthead	[0, 0, 1471, 70]
row-label: Date of opening of tender	[179, 1346, 315, 1359]
schedule-note: or 2107 ha. (say)	[1394, 516, 1463, 525]
table-cell: 4.	[582, 948, 612, 960]
table-cell: 783.14	[1400, 489, 1440, 502]
letter-para: ଉପରୋକ୍ତ ବିଷୟରେ ଓଡ଼ିଶା ସରକାରଙ୍କ ପତ୍ର ସଂଖ୍ୟା 10F (CONS) 55/96-94929/F&E ତା.26.04.1996 ପ୍ରତି ଦୃଷ୍ଟି ଆକର୍ଷଣ କରିବାକୁ ମୋତେ ନିର୍ଦ୍ଦେଶ ଦିଆଯାଇଛି। ଜଙ୍ଗଲ ପରାମର୍ଶଦାତା କମିଟିର ସୁପାରିଶ ଆଧାରରେ କେନ୍ଦ୍ର ସରକାର 21.11.1996 ରେ 2107 ହେକ୍ଟର ଜଙ୍ଗଲ ଜମି ପାଇଁ ପ୍ରଥମ ପର୍ଯ୍ୟାୟ ଅନୁମୋଦନ ଦେଇଥିଲେ। ପରବର୍ତ୍ତୀ ସମୟରେ 812 ହେକ୍ଟର ଜମି ପାଇଁ ଚୂଡ଼ାନ୍ତ ଅନୁମୋଦନ ପ୍ରଦାନ କରାଯାଇଥିଲା। ରାଜ୍ୟ ସରକାର ଆଲାଇନମେଣ୍ଟ ପରିବର୍ତ୍ତନ ପାଇଁ ଅନୁରୋଧ କରିଥିଲେ ଏବଂ 312.8467 ହେକ୍ଟର ପର୍ଯ୍ୟନ୍ତ ପରିବର୍ତ୍ତନକୁ ବିଚାର କରାଯାଇଛି। ରାଜ୍ୟ ସରକାରଙ୍କ ଅନୁପାଳନ ରିପୋର୍ଟ ଆଧାରରେ କେନ୍ଦ୍ର ସରକାର ନିମ୍ନଲିଖିତ ସର୍ତ୍ତ ସାପେକ୍ଷରେ ଚୂଡ଼ାନ୍ତ ଅନୁମୋଦନ ପ୍ରଦାନ କରୁଛନ୍ତି।	[1018, 672, 1463, 741]
table-cell: 471.93	[722, 960, 756, 972]
table-row	[162, 1893, 523, 1929]
odia-letter-date: ତାରିଖ- 07.06.2019	[924, 1467, 1003, 1478]
notice-body: No. 53-E:- Sealed request for Proposal are invited from competent agencies/firm/NGO/SHG or individuals for Outsourcing of Diet Service at DHH, Sundargarh. Details regarding eligibility criteria, terms & conditions and the formats of submission of bid are mentioned in the Request for Proposal which may be downloaded from the website; www.sundergarh.nic.in. Interested agencies/firm/NGO/SHG or individuals may submit their bid in a sealed envelope with superscription on the top of the sealed envelope as "Outsourcing of Diet Service at DHH, Sundargarh" in reference to Advertisement No.- 3107 Dtd.11.06.19. The RFP should reach the office of the undersigned by Registered/Speed Post/ Courier on or before 24.6.19 till 5 PM. The tenders will be opened at 11.30 A.M. on 25.06.19. The undersigned reserves the right to reject any or all the RFP without assigning any reason thereof.	[161, 803, 523, 1020]
order-subject: Sub: Diversion of 874.5957 ha. of balance forest land out of total 2107 ha. Stage-I approved forest land in addition to 812 ha. of forest land already finally approved for construction of Rengali Irrigation Project (Barrage and Canal System) in Angul, Dhenkanal, Cuttack and Keonjhar Districts of Odisha.	[547, 199, 1003, 243]
table-cell: 256.18	[862, 924, 929, 936]
table-row	[1041, 450, 1441, 463]
odia-order-number: ନଂ. 10F (Con) 11/18(P) 10394/F&E, ଭୁବନେଶ୍ୱର, ତାରିଖ- 30.05.2019	[639, 1517, 911, 1528]
table-row	[1041, 476, 1441, 489]
table-header-cell: PF	[1221, 438, 1256, 450]
file-number: F.No.8-53/1996-FC	[1018, 627, 1097, 638]
letter-number: No. 2575	[161, 1562, 208, 1573]
office-address: BRAHMANI LEFT BASIN, SUKINDA, AT- JAMUPOSI, PO- AMPLODA, DIST- JAJPUR-755 018 (ODISHA)	[570, 106, 980, 126]
schedule-heading: SCHEDULE	[749, 877, 801, 888]
odia-dept: ଜଙ୍ଗଲ ଓ ପରିବେଶ ବିଭାଗ	[726, 1507, 824, 1518]
ministry-address: PARYAVARAN BHAVAN, C.G.O. COMPLEX, LODHI ROAD, NEW DELHI-110 003	[623, 688, 927, 698]
story-headline: ମିଳିଲା ଦୁଇ ମୃତ ବ୍ୟକ୍ତିଙ୍କ ପରିଚୟ	[4, 557, 139, 597]
notice-title: "e" Procurement Notice	[191, 1111, 493, 1136]
tender-detail-row	[161, 1361, 523, 1388]
table-cell: 177.62	[1186, 476, 1221, 489]
letter-to: ପ୍ରାପକ: ଶାସନ ସଚିବ, ଜଙ୍ଗଲ ବିଭାଗ, ଓଡ଼ିଶା ସରକାର, ଭୁବନେଶ୍ୱର	[1018, 270, 1261, 281]
signatory-title: Assistant Inspector General of Forests	[841, 1263, 1003, 1273]
table-cell	[582, 960, 612, 972]
row-value: : 27.06.2019 at 12.00 hours	[329, 1346, 477, 1359]
letter-para: ରାଜ୍ୟ ସରକାରଙ୍କ ଠାରୁ ଉପରୋକ୍ତ ସର୍ତ୍ତାବଳୀ ପାଳନ ରିପୋର୍ଟ ପାଇବା ପରେ ଜଙ୍ଗଲ (ସଂରକ୍ଷଣ) ଅଧିନିୟମ, 1980ର ଧାରା-2 ଅନୁଯାୟୀ ଆନୁଷ୍ଠାନିକ ଅନୁମୋଦନ ଜାରି କରାଯିବ। କେନ୍ଦ୍ର ସରକାରଙ୍କ ଆନୁଷ୍ଠାନିକ ଆଦେଶ ଜାରି ନ ହେବା ପର୍ଯ୍ୟନ୍ତ ଜଙ୍ଗଲ ଜମି ଉପଭୋକ୍ତା ସଂସ୍ଥାକୁ ହସ୍ତାନ୍ତର କରାଯିବ ନାହିଁ।	[1018, 525, 1463, 559]
row-value: : 5 Nos.	[329, 1218, 369, 1231]
office-email: e-mail: ceicablblsinsu@gmail.com / cebmbtb@gmail.com	[659, 126, 891, 135]
e-procurement-notice	[152, 1086, 532, 1456]
row-label: Estimated Cost	[179, 1233, 259, 1246]
table-cell-label: Pre-bid conference	[162, 1807, 299, 1821]
table-cell: 2107.36	[929, 960, 968, 972]
table-row	[1041, 489, 1441, 502]
table-cell: 29.33	[1221, 463, 1256, 476]
odia-para: ବର୍ତ୍ତମାନ ଓଡ଼ିଶା ସରକାର, ଅନୁଗୋଳ, ଢେଙ୍କାନାଳ, କଟକ ଏବଂ କେନ୍ଦୁଝର ଜିଲ୍ଲାରେ ରେଙ୍ଗାଲି ଜଳସେଚନ ପ୍ରକଳ୍ପ ନିର୍ମାଣ ନିମନ୍ତେ ୨୧୦୭ ହେକ୍ଟର ପ୍ରଥମ ପର୍ଯ୍ୟାୟ ଅନୁମୋଦିତ ଜଙ୍ଗଲ ଜମି ମଧ୍ୟରୁ ୮୭୪.୫୯୫୭ ହେକ୍ଟର ଅବଶିଷ୍ଟ ଜଙ୍ଗଲ ଜମିର ପରିବର୍ତ୍ତନକୁ ଅନୁମତି ଦେଉଛନ୍ତି। କେନ୍ଦୁଝର, ଢେଙ୍କାନାଳ, କଟକ, ଅନୁଗୋଳର ଜିଲ୍ଲାପାଳ ଓ ବନଖଣ୍ଡ ଅଧିକାରୀ ପରିବର୍ତ୍ତିତ ଜଙ୍ଗଲ ଜମି ଉପଭୋକ୍ତା ସଂସ୍ଥାକୁ ହସ୍ତାନ୍ତର କରିବା ପାଇଁ କ୍ଷମତାପ୍ରାପ୍ତ। ହସ୍ତାନ୍ତର ପୂର୍ବରୁ ସମସ୍ତ କ୍ଷତିପୂରଣ ଶୁଳ୍କ ଜମା ହେବା ନିଶ୍ଚିତ କରାଯିବ। ସମ୍ପୃକ୍ତ ବନଖଣ୍ଡ ଅଧିକାରୀ ସର୍ତ୍ତାବଳୀ ପାଳନ ତଦାରଖ କରି ଉଲ୍ଲଂଘନ ଘଟିଲେ ରିପୋର୍ଟ କରିବେ।	[1018, 76, 1463, 149]
row-label: Date & time of availability of bid document in the portal	[179, 1276, 317, 1316]
odia-office-email: ଇ-ମେଲ୍: ceicablblsinsu@gmail.com / cebmbtb@gmail.com	[652, 1455, 898, 1466]
order-para: And whereas, the MoEF&CC, Government of India, subsequent to the compliance of the conditions of the in-principle approval, has accorded final approval for diversion of balance forest land out of total 2107 ha. Stage-I approved forest land in addition to 812 ha. of forest land already finally approved and also allowing change in existing alignment upto 312.8467 ha (which was not part of the area which was given Stage-I in 1996) for construction of Rengali Irrigation Project (Barrage and Canal System) in Angul, Dhenkanal, Cuttack and Keonjhar Districts of Odisha vide its letter No.F.No.8-53/1996-FC dtd. 17.05.2019 (Annexure-II) under Section 2 of the Forest (Conservation) Act, 1980.	[547, 333, 1003, 411]
notice-title: PUBLIC NOTICE	[705, 151, 845, 165]
file-number: F. No. 8-53/1996-FC	[547, 1094, 624, 1104]
table-cell	[1072, 502, 1186, 514]
annexure-label: ଅନୁଲଗ୍ନ-II	[1418, 600, 1463, 611]
order-number: No.10F (Con) 11/18(P) 10394/F&E, Bhubaneswar, dated the 30-05-2019.	[602, 178, 948, 188]
signatory-title: Sr. Asstt. Inspector General of Forests	[832, 1041, 1003, 1052]
letter-subject: ବିଷୟ: ଓଡ଼ିଶାର ଅନୁଗୋଳ, ଢେଙ୍କାନାଳ, କଟକ ଏବଂ କେନ୍ଦୁଝର ଜିଲ୍ଲାରେ ରେଙ୍ଗାଲି ଜଳସେଚନ ପ୍ରକଳ୍ପ (ବ୍ୟାରେଜ ଓ କେନାଲ ବ୍ୟବସ୍ଥା) ନିର୍ମାଣ ପାଇଁ ମୋଟ 2107 ହେକ୍ଟର ପ୍ରଥମ ପର୍ଯ୍ୟାୟ ଅନୁମୋଦିତ ଜଙ୍ଗଲ ଜମି ମଧ୍ୟରୁ 874.5957 ହେକ୍ଟର ଅବଶିଷ୍ଟ ଜଙ୍ଗଲ ଜମିର ପରିବର୍ତ୍ତନ।	[1018, 637, 1463, 671]
odia-subtitle: (ଜିଲ୍ଲା ମୁଖ୍ୟ ଚିକିତ୍ସାଳୟ ସୁନ୍ଦରଗଡ଼ରେ ରୋଗୀଙ୍କୁ ଖାଦ୍ୟ ଯୋଗାଣ ପାଇଁ ପ୍ରସ୍ତାବ ଅନୁରୋଧ)	[182, 769, 502, 801]
notice-body: No. 51-E:- With reference to this Office Advt. No. 2730 Dt.29.05.2019 published in daily newspaper on Dt.30.05.2019 & also the tender documents was uploaded in the District NIC website on 30.05.2019 related to tender for Bio Medical Waste (BMW) Management in DHH/ SDH/CHC/PHC of Keonjhar district, the following Corrigendum is being issued:	[161, 402, 523, 487]
logo-subtext: DHARITRI	[8, 44, 68, 54]
table-row	[582, 960, 969, 972]
table-cell-label: Address for correspondence	[162, 1893, 299, 1929]
letter-subject: Sub: Diversion of 2159.43 ha. of forest land for construction of Rengali Irrigation Project in Angul, Cuttack, Dhenkanal and Keonjhar District.	[547, 735, 1003, 754]
letter-from: From: Sri D.C. Khanduri, Sr. Asstt. Inspector General of Forests	[547, 716, 793, 726]
row-label: Name of the Work	[179, 1204, 274, 1216]
story-headline: ବ୍ରାଉନସୁଗାର ଜବତ, ଜଣେ ଗିରଫ	[4, 299, 144, 338]
file-number: File No.8-53/96-FC dtd.21.11.1996	[704, 707, 846, 717]
table-header-cell: S.No.	[582, 900, 612, 912]
